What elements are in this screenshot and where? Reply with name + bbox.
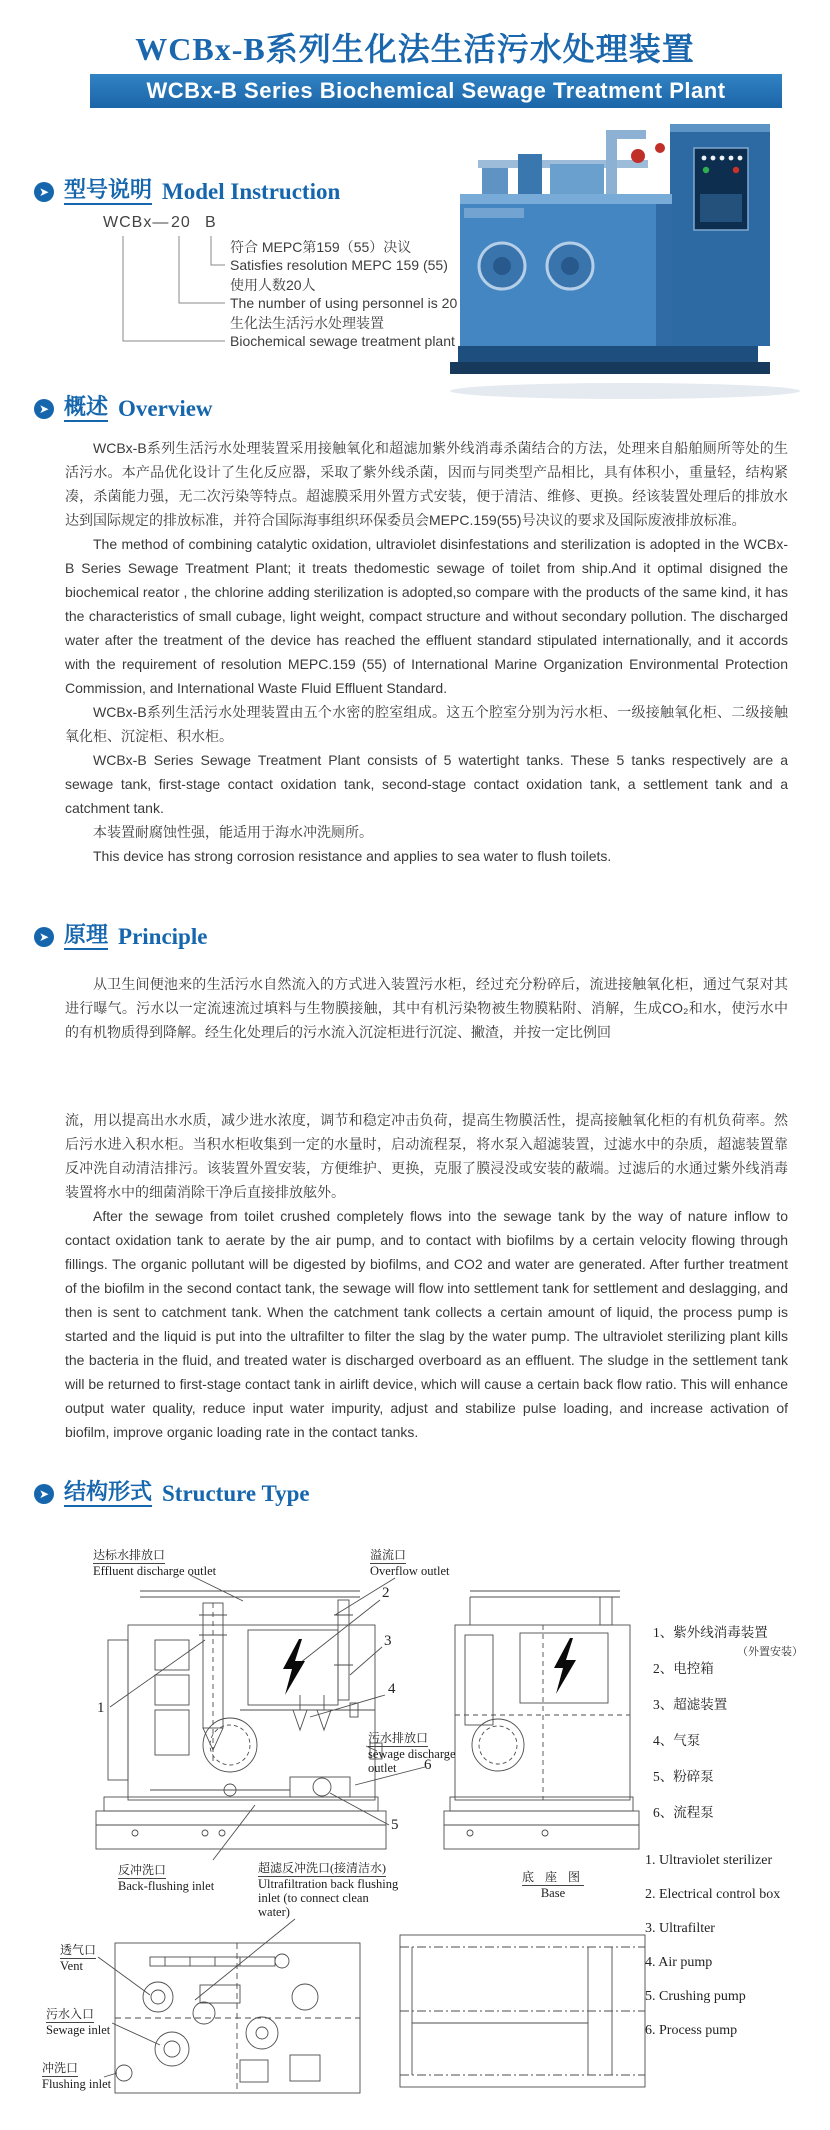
label-ultrafiltration-back-flushing-inlet: 超滤反冲洗口(接清洁水) Ultrafiltration back flushing inlet (to connect clean water): [258, 1861, 399, 1919]
section-heading-cn: 原理: [64, 923, 108, 950]
label-vent: 透气口 Vent: [60, 1943, 97, 1973]
model-code-series: WCBx—: [103, 214, 170, 231]
callout-6: 6: [424, 1757, 432, 1773]
principle-paragraph-en: After the sewage from toilet crushed completely flows into the sewage tank by the way of nature inflow to contact oxidation tank to aerate by the air pump, and to contact with biofilms by a certain velocity flowing through fillings. The organic pollutant will be digested by biofilms, and CO2 and water are generated. After further treatment of the biofilm in the second contact tank, the sewage will flow into settlement tank for settlement and deslagging, and then is sent to catchment tank. When the catchment tank collects a certain amount of liquid, the process pump is started and the liquid is put into the ultrafilter to filter the slag by the water pump. The ultraviolet sterilizing plant kills the bacteria in the fluid, and treated water is discharged overboard as an effluent. The sludge in the settlement tank will be returned to first-stage contact tank in airlift device, which will cause a certain back flow ratio. This will enhance output water quality, reduce input water impurity, adjust and stabilize pulse loading, and increase activation of biofilm, improve organic loading rate in the contact tanks.: [65, 1208, 788, 1440]
section-heading-en: Structure Type: [162, 1480, 310, 1506]
front-view-drawing: [96, 1575, 425, 2000]
top-view-drawing: [98, 1943, 360, 2093]
section-header-overview: [34, 395, 213, 422]
section-bullet-icon: ➤: [34, 1484, 54, 1504]
callout-5: 5: [391, 1817, 399, 1833]
parts-list-cn-item: 6、流程泵: [653, 1805, 714, 1820]
principle-paragraph-cn-1: 从卫生间便池来的生活污水自然流入的方式进入装置污水柜，经过充分粉碎后，流进接触氧化柜，通过气泵对其进行曝气。污水以一定流速流过填料与生物膜接触，其中有机污染物被生物膜粘附、消解，生成CO₂和水，使污水中的有机物质得到降解。经生化处理后的污水流入沉淀柜进行沉淀、撇渣，并按一定比例回: [65, 976, 788, 1040]
model-note-3-en: Biochemical sewage treatment plant: [230, 333, 455, 349]
parts-list-en-item: 6. Process pump: [645, 2023, 738, 2038]
section-heading-en: Model Instruction: [162, 178, 341, 204]
parts-list-en-item: 1. Ultraviolet sterilizer: [645, 1853, 773, 1868]
parts-list-cn-item: 5、粉碎泵: [653, 1769, 714, 1784]
model-note-1-cn: 符合 MEPC第159（55）决议: [230, 239, 412, 255]
section-header-model: [34, 178, 340, 205]
parts-list-en-item: 5. Crushing pump: [645, 1989, 746, 2004]
callout-2: 2: [382, 1585, 390, 1601]
section-heading-cn: 型号说明: [64, 178, 152, 205]
overview-paragraph-en-2: WCBx-B Series Sewage Treatment Plant consists of 5 watertight tanks. These 5 tanks respectively are a sewage tank, first-stage contact oxidation tank, second-stage contact oxidation tank, a settlement tank and a catchment tank.: [65, 752, 788, 816]
page-title-cn: WCBx-B系列生化法生活污水处理装置: [135, 31, 695, 67]
label-sewage-discharge-outlet: 污水排放口 sewage discharge outlet: [368, 1731, 456, 1775]
model-note-3-cn: 生化法生活污水处理装置: [230, 315, 384, 331]
electric-hazard-bolt-icons: [283, 1638, 576, 1695]
parts-list-en-item: 3. Ultrafilter: [645, 1921, 715, 1936]
overview-paragraph-en-1: The method of combining catalytic oxidation, ultraviolet disinfestations and sterilization is adopted in the WCBx-B Series Sewage Treatment Plant; it treats thedomestic sewage of toilet from ship.And it optimal disigned the biochemical reator , the chlorine adding sterilization is adopted,so compare with the products of the same kind, it has the characteristics of small cubage, light weight, compact structure and without secondary pollution. The discharged water after the treatment of the device has reached the effluent standard stipulated internationally, and it accords with the requirement of resolution MEPC.159 (55) of International Marine Organization Environmental Protection Commission, and International Waste Fluid Effluent Standard.: [65, 536, 788, 696]
external-installation-note: （外置安装）: [737, 1646, 803, 1658]
label-back-flushing-inlet: 反冲洗口 Back-flushing inlet: [118, 1863, 215, 1893]
page-title-banner-en: WCBx-B Series Biochemical Sewage Treatment Plant: [90, 74, 782, 108]
overview-body: [65, 436, 788, 868]
label-effluent-discharge-outlet: 达标水排放口 Effluent discharge outlet: [93, 1548, 217, 1578]
label-flushing-inlet: 冲洗口 Flushing inlet: [42, 2061, 112, 2091]
label-overflow-outlet: 溢流口 Overflow outlet: [370, 1548, 450, 1578]
model-note-2-cn: 使用人数20人: [230, 277, 316, 293]
overview-paragraph-cn-3: 本装置耐腐蚀性强，能适用于海水冲洗厕所。: [93, 824, 373, 840]
section-header-principle: [34, 923, 207, 950]
overview-paragraph-en-3: This device has strong corrosion resistance and applies to sea water to flush toilets.: [93, 848, 612, 864]
overview-paragraph-cn-2: WCBx-B系列生活污水处理装置由五个水密的腔室组成。这五个腔室分别为污水柜、一级接触氧化柜、二级接触氧化柜、沉淀柜、积水柜。: [65, 704, 788, 744]
page-break-gap: [65, 1044, 788, 1108]
section-header-structure: [34, 1480, 310, 1507]
model-code-diagram: [95, 208, 525, 358]
section-heading-cn: 结构形式: [64, 1480, 152, 1507]
parts-list-cn-item: 2、电控箱: [653, 1661, 714, 1676]
section-heading-en: Overview: [118, 395, 213, 421]
section-bullet-icon: ➤: [34, 927, 54, 947]
structure-drawings-area: [0, 1545, 830, 2130]
principle-body: [65, 972, 788, 1444]
side-view-drawing: [444, 1591, 639, 1849]
label-base-view: 底 座 图 Base: [521, 1870, 584, 1900]
parts-list-en-item: 4. Air pump: [645, 1955, 713, 1970]
overview-paragraph-cn-1: WCBx-B系列生活污水处理装置采用接触氧化和超滤加紫外线消毒杀菌结合的方法，处理来自船舶厕所等处的生活污水。本产品优化设计了生化反应器，采取了紫外线杀菌，因而与同类型产品相比，具有体积小，重量轻，结构紧凑，杀菌能力强，无二次污染等特点。超滤膜采用外置方式安装，便于清洁、维修、更换。经该装置处理后的排放水达到国际规定的排放标准，并符合国际海事组织环保委员会MEPC.159(55)号决议的要求及国际废液排放标准。: [65, 440, 788, 528]
parts-list-cn-item: 4、气泵: [653, 1733, 701, 1748]
model-code-size: 20: [171, 214, 191, 231]
parts-list-cn-item: 1、紫外线消毒装置: [653, 1625, 768, 1640]
parts-list-en-item: 2. Electrical control box: [645, 1887, 781, 1902]
section-heading-cn: 概述: [64, 395, 108, 422]
section-bullet-icon: ➤: [34, 182, 54, 202]
principle-paragraph-cn-2: 流，用以提高出水水质，减少进水浓度，调节和稳定冲击负荷，提高生物膜活性，提高接触氧化柜的有机负荷率。然后污水进入积水柜。当积水柜收集到一定的水量时，启动流程泵，将水泵入超滤装置，过滤水中的杂质，超滤装置靠反冲洗自动清洁排污。该装置外置安装，方便维护、更换，克服了膜浸没或安装的蔽端。过滤后的水通过紫外线消毒装置将水中的细菌消除干净后直接排放舷外。: [65, 1112, 788, 1200]
base-frame-drawing: [400, 1935, 645, 2087]
model-note-2-en: The number of using personnel is 20: [230, 295, 458, 311]
label-sewage-inlet: 污水入口 Sewage inlet: [46, 2007, 111, 2037]
section-heading-en: Principle: [118, 923, 208, 949]
section-bullet-icon: ➤: [34, 399, 54, 419]
parts-list-cn-item: 3、超滤装置: [653, 1697, 728, 1712]
model-code-type: B: [205, 214, 217, 231]
callout-4: 4: [388, 1681, 396, 1697]
parts-list-en: [645, 1851, 780, 2055]
callout-1: 1: [97, 1700, 105, 1716]
callout-3: 3: [384, 1633, 392, 1649]
model-note-1-en: Satisfies resolution MEPC 159 (55): [230, 257, 448, 273]
